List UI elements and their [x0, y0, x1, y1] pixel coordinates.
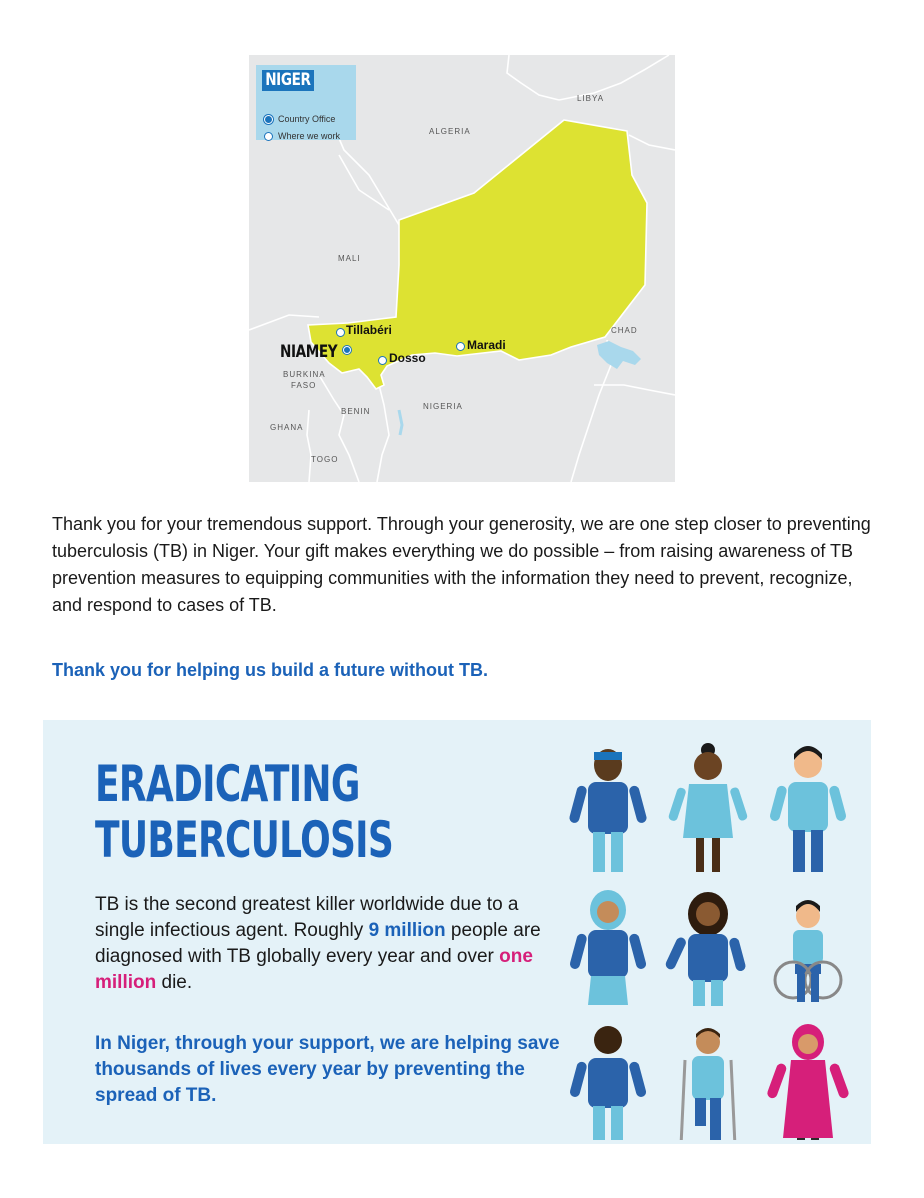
thanks-line: Thank you for helping us build a future without TB.: [52, 660, 488, 680]
stat-text-2: people are diagnosed with TB globally every year and over: [95, 920, 541, 967]
people-illustration: [563, 730, 863, 1140]
wheelchair-icon: [775, 900, 841, 1002]
city-marker-maradi: [456, 342, 465, 351]
eradicating-tb-panel: [43, 720, 871, 1144]
country-label-nigeria: NIGERIA: [423, 402, 463, 411]
city-marker-dosso: [378, 356, 387, 365]
stat-highlight-diagnosed: 9 million: [368, 920, 446, 941]
city-label-dosso: Dosso: [389, 351, 426, 365]
panel-title: [95, 756, 393, 868]
city-label-maradi: Maradi: [467, 338, 506, 352]
country-label-togo: TOGO: [311, 455, 339, 464]
capital-marker-niamey: [343, 346, 351, 354]
country-label-burkina: BURKINA: [283, 370, 326, 379]
filled-dot-icon: [264, 115, 273, 124]
country-label-libya: LIBYA: [577, 94, 605, 103]
person-icon: [569, 1026, 647, 1140]
hijab-icon: [766, 1024, 850, 1140]
crutches-icon: [681, 1028, 735, 1140]
legend-where-we-work-label: Where we work: [278, 131, 341, 141]
map-legend: [256, 65, 356, 140]
city-label-tillaberi: Tillabéri: [346, 323, 392, 337]
panel-title-line2: TUBERCULOSIS: [95, 811, 394, 869]
legend-country-office: [264, 114, 335, 124]
stat-text-1: TB is the second greatest killer worldwide due to a single infectious agent. Roughly: [95, 894, 519, 941]
hijab-icon: [569, 890, 647, 1005]
country-label-chad: CHAD: [611, 326, 638, 335]
open-dot-icon: [264, 132, 273, 141]
country-label-algeria: ALGERIA: [429, 127, 471, 136]
capital-label-niamey: NIAMEY: [280, 342, 338, 362]
tb-statistics-paragraph: [95, 892, 555, 996]
stat-highlight-deaths: one million: [95, 946, 533, 993]
country-label-mali: MALI: [338, 254, 361, 263]
closing-statement: In Niger, through your support, we are helping save thousands of lives every year by preventing the spread of TB.: [95, 1033, 560, 1106]
country-label-benin: BENIN: [341, 407, 371, 416]
legend-where-we-work: [264, 131, 340, 141]
legend-title: NIGER: [262, 70, 314, 91]
person-icon: [664, 892, 747, 1006]
country-label-faso: FASO: [291, 381, 317, 390]
intro-paragraph: Thank you for your tremendous support. Through your generosity, we are one step closer to preventing tuberculosis (TB) in Niger. Your gift makes everything we do possible – from raising awareness of TB prevention measures to equipping communities with the information they need to prevent, recognize, and respond to cases of TB.: [52, 514, 871, 615]
person-icon: [668, 743, 749, 872]
niger-map: [249, 55, 675, 482]
city-marker-tillaberi: [336, 328, 345, 337]
country-label-ghana: GHANA: [270, 423, 304, 432]
panel-title-line1: ERADICATING: [95, 755, 360, 813]
stat-text-3: die.: [156, 972, 193, 993]
person-icon: [769, 746, 847, 872]
person-icon: [568, 749, 647, 872]
legend-country-office-label: Country Office: [278, 114, 336, 124]
